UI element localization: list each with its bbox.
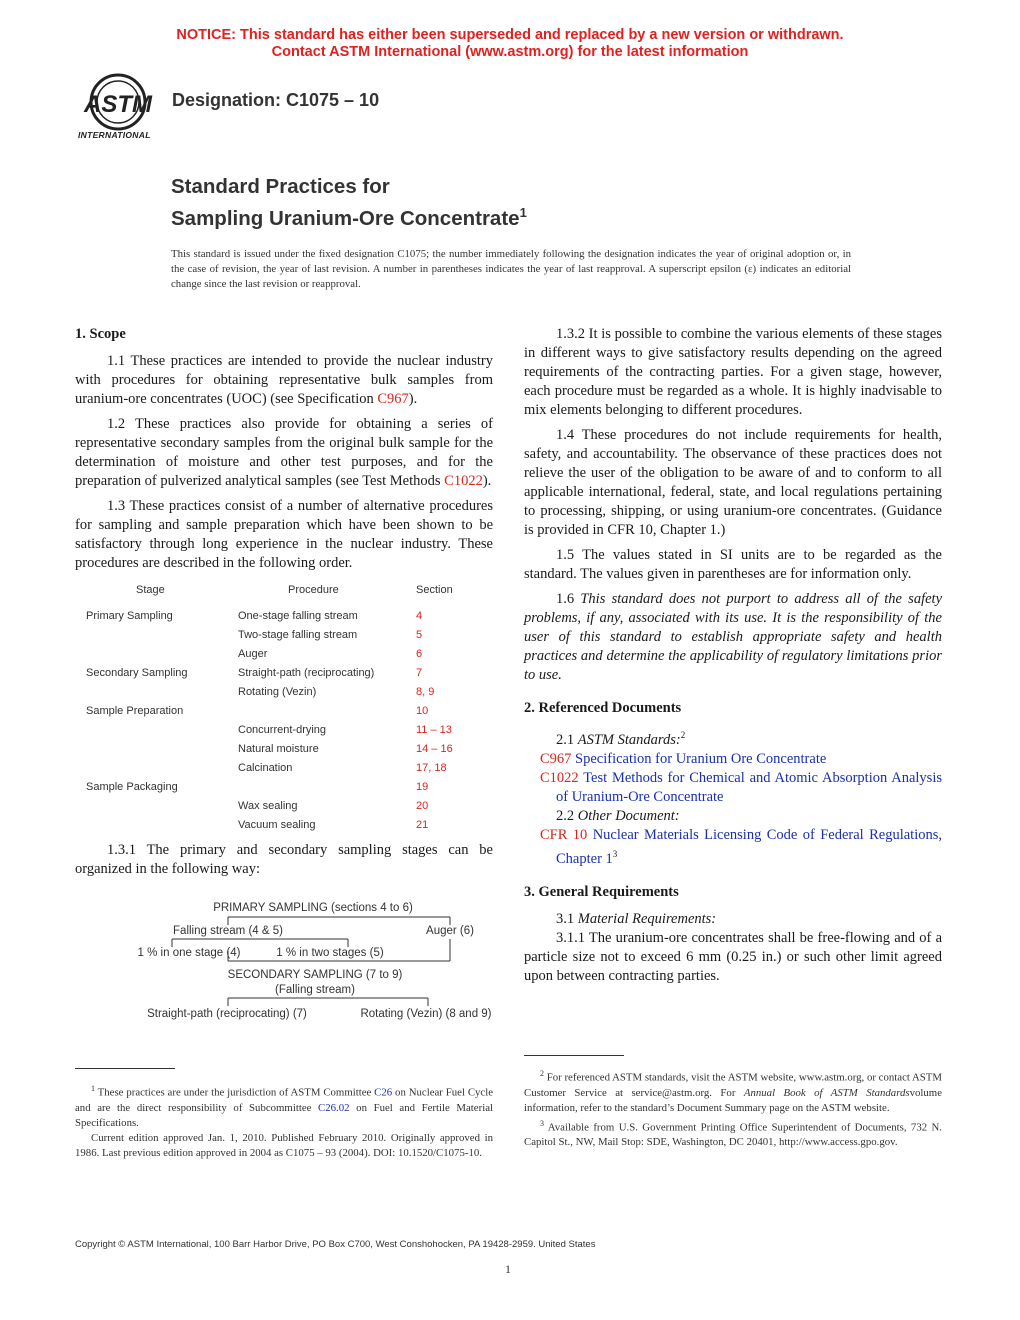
right-column [524, 325, 942, 992]
ref-c967 [540, 750, 942, 769]
procedure-section-ref[interactable]: 11 – 13 [416, 724, 452, 736]
ref-cfr10-code[interactable]: CFR 10 [540, 826, 588, 843]
procedure-table-row [86, 683, 496, 702]
procedure-table-cell [86, 740, 238, 759]
ref-c967-title[interactable]: Specification for Uranium Ore Concentrate [571, 750, 827, 767]
procedure-table-cell: Secondary Sampling [86, 667, 188, 679]
diagram-two-stages: 1 % in two stages (5) [276, 947, 384, 959]
procedure-table-cell: Sample Packaging [86, 781, 178, 793]
diagram-straight-path: Straight-path (reciprocating) (7) [147, 1008, 307, 1020]
procedure-section-ref[interactable]: 21 [416, 819, 429, 831]
diagram-secondary: SECONDARY SAMPLING (7 to 9) [227, 969, 403, 981]
procedure-table-cell [86, 626, 238, 645]
sampling-stage-diagram [130, 895, 500, 1025]
procedure-table-cell: Vacuum sealing [238, 819, 316, 831]
procedure-section-ref[interactable]: 6 [416, 648, 423, 660]
footnote-2-sup: 2 [540, 1069, 544, 1078]
footnote-1-c: on Fuel and Fertile Material Specifications. [75, 1101, 493, 1129]
procedure-table-header-cell: Section [416, 584, 453, 596]
para-2-1-sup: 2 [680, 730, 686, 740]
link-c967[interactable]: C967 [377, 391, 409, 407]
notice-line-1: NOTICE: This standard has either been superseded and replaced by a new version or withdrawn. [176, 27, 844, 43]
diagram-one-stage: 1 % in one stage (4) [137, 947, 241, 959]
procedure-table-cell [86, 721, 238, 740]
procedure-section-ref[interactable]: 7 [416, 667, 423, 679]
footnotes-right [524, 1066, 942, 1150]
left-column [75, 325, 493, 885]
para-3-1-1: 3.1.1 The uranium-ore concentrates shall be free-flowing and of a particle size not to exceed 6 mm (0.25 in.) or such other limit agreed upon between contracting parties. [524, 929, 942, 984]
section-1-heading: 1. Scope [75, 326, 126, 342]
para-1-1-end: ). [408, 391, 418, 407]
title-footnote-ref: 1 [519, 205, 527, 220]
procedure-table-cell: Concurrent-drying [238, 724, 327, 736]
procedure-table-cell [238, 702, 416, 721]
ref-c1022-code[interactable]: C1022 [540, 769, 579, 786]
footnote-2-a: For referenced ASTM standards, visit the ASTM website, www.astm.org, or contact ASTM Customer Service at service@astm.org. For [524, 1071, 942, 1099]
procedure-table-row [86, 721, 496, 740]
logo-label: INTERNATIONAL [78, 130, 151, 140]
link-c26[interactable]: C26 [374, 1086, 393, 1099]
section-2-heading: 2. Referenced Documents [524, 700, 682, 716]
link-c26-02[interactable]: C26.02 [318, 1101, 350, 1114]
procedure-section-ref[interactable]: 5 [416, 629, 423, 641]
title-line-2 [171, 200, 527, 232]
procedure-table-cell: Natural moisture [238, 743, 319, 755]
ref-c967-code[interactable]: C967 [540, 750, 572, 767]
footnote-3-sup: 3 [540, 1118, 544, 1128]
procedure-section-ref[interactable]: 8, 9 [416, 686, 435, 698]
para-1-6-num: 1.6 [556, 591, 581, 607]
para-1-2 [75, 415, 493, 491]
para-1-6 [524, 590, 942, 685]
procedure-table-cell [86, 683, 238, 702]
procedure-table-row [86, 645, 496, 664]
procedure-table [86, 581, 496, 835]
procedure-table-cell [238, 778, 416, 797]
procedure-table-row [86, 702, 496, 721]
procedure-table-header-cell: Stage [136, 584, 165, 596]
diagram-primary: PRIMARY SAMPLING (sections 4 to 6) [213, 902, 413, 914]
para-2-2-num: 2.2 [556, 807, 578, 824]
procedure-section-ref[interactable]: 20 [416, 800, 429, 812]
footnote-rule-left [75, 1068, 175, 1069]
diagram-auger: Auger (6) [426, 925, 474, 937]
link-c1022[interactable]: C1022 [444, 473, 483, 489]
procedure-table-row [86, 740, 496, 759]
procedure-table-header-cell: Procedure [288, 584, 339, 596]
procedure-table-cell [86, 797, 238, 816]
procedure-section-ref[interactable]: 14 – 16 [416, 743, 453, 755]
ref-cfr10-sup: 3 [612, 848, 618, 859]
diagram-falling-stream: Falling stream (4 & 5) [173, 925, 283, 937]
procedure-section-ref[interactable]: 19 [416, 781, 429, 793]
para-1-4: 1.4 These procedures do not include requirements for health, safety, and accountability. The observance of these practices does not relieve the user of the obligation to be aware of and to conform to all applicable international, federal, state, and local regulations pertaining to processing, shipping, or using uranium-ore concentrates. (Guidance is provided in CFR 10, Chapter 1.) [524, 427, 942, 538]
para-1-2-text: 1.2 These practices also provide for obtaining a series of representative secondary samples from the original bulk sample for the determination of moisture and other test purposes, and for the preparation of pulverized analytical samples (see Test Methods [75, 416, 493, 489]
title-line-1: Standard Practices for [171, 175, 390, 198]
footnote-2 [524, 1066, 942, 1116]
procedure-table-row [86, 607, 496, 626]
procedure-table-row [86, 664, 496, 683]
procedure-table-cell: Sample Preparation [86, 705, 184, 717]
footnote-rule-right [524, 1055, 624, 1056]
para-2-1 [524, 726, 942, 750]
para-1-3: 1.3 These practices consist of a number of alternative procedures for sampling and sample preparation which have been shown to be satisfactory through long experience in the nuclear industry. These procedures are described in the following order. [75, 498, 493, 571]
para-1-1-text: 1.1 These practices are intended to provide the nuclear industry with procedures for obtaining representative bulk samples from uranium-ore concentrates (UOC) (see Specification [75, 353, 493, 407]
procedure-table-row [86, 759, 496, 778]
procedure-table-cell: One-stage falling stream [238, 610, 358, 622]
supersede-notice [0, 27, 1020, 61]
para-2-2-text: Other Document: [577, 807, 680, 824]
footnote-1-sup: 1 [91, 1084, 95, 1093]
page-number: 1 [505, 1262, 511, 1276]
procedure-table-cell [86, 816, 238, 835]
procedure-table-cell: Auger [238, 648, 268, 660]
procedure-table-cell: Two-stage falling stream [238, 629, 358, 641]
procedure-table-cell [86, 645, 238, 664]
ref-cfr10 [540, 826, 942, 869]
procedure-table-row [86, 626, 496, 645]
para-1-3-2: 1.3.2 It is possible to combine the various elements of these stages in different ways to give satisfactory results depending on the agreed requirements of the contracting parties. For a given stage, however, each procedure must be regarded as a whole. It is highly inadvisable to mix elements belonging to different procedures. [524, 326, 942, 418]
footnote-1-edition: Current edition approved Jan. 1, 2010. Published February 2010. Originally approved in 1986. Last previous edition approved in 2004 as C1075 – 93 (2004). DOI: 10.1520/C1075-10. [75, 1131, 493, 1159]
procedure-table-row [86, 797, 496, 816]
footnote-1-b: on Nuclear Fuel Cycle and are the direct responsibility of Subcommittee [75, 1086, 493, 1114]
ref-c1022-title[interactable]: Test Methods for Chemical and Atomic Absorption Analysis of Uranium-Ore Concentrate [556, 769, 942, 805]
footnote-1 [75, 1081, 493, 1161]
astm-logo [72, 72, 164, 144]
para-2-1-text: ASTM Standards: [577, 731, 681, 748]
para-3-1-text: Material Requirements: [577, 910, 717, 927]
para-3-1-num: 3.1 [556, 910, 578, 927]
title-line-2-text: Sampling Uranium-Ore Concentrate [171, 206, 520, 230]
procedure-table-cell: Rotating (Vezin) [238, 686, 317, 698]
procedure-table-header [86, 581, 496, 607]
logo-mark-text: ASTM [84, 91, 152, 118]
procedure-table-cell [86, 759, 238, 778]
procedure-section-ref[interactable]: 4 [416, 610, 423, 622]
para-1-5: 1.5 The values stated in SI units are to be regarded as the standard. The values given in parentheses are for information only. [524, 547, 942, 582]
footnote-1-text [75, 1081, 493, 1131]
procedure-section-ref[interactable]: 10 [416, 705, 429, 717]
diagram-rotating: Rotating (Vezin) (8 and 9) [360, 1008, 492, 1020]
para-1-3-1: 1.3.1 The primary and secondary sampling stages can be organized in the following way: [75, 842, 493, 877]
footnote-1-a: These practices are under the jurisdiction of ASTM Committee [95, 1086, 375, 1099]
notice-line-2: Contact ASTM International (www.astm.org) for the latest information [271, 44, 749, 60]
para-2-1-num: 2.1 [556, 731, 578, 748]
procedure-section-ref[interactable]: 17, 18 [416, 762, 447, 774]
para-1-6-text: This standard does not purport to address all of the safety problems, if any, associated with its use. It is the responsibility of the user of this standard to establish appropriate safety and health practices and determine the applicability of regulatory limitations prior to use. [524, 591, 942, 683]
procedure-table-cell: Primary Sampling [86, 610, 173, 622]
procedure-table-row [86, 816, 496, 835]
procedure-table-row [86, 778, 496, 797]
para-3-1 [524, 910, 942, 929]
footnote-2-italic: Annual Book of ASTM Standards [743, 1086, 910, 1099]
ref-cfr10-title[interactable]: Nuclear Materials Licensing Code of Federal Regulations, Chapter 1 [556, 826, 942, 867]
para-1-1 [75, 352, 493, 409]
issuance-note: This standard is issued under the fixed designation C1075; the number immediately following the designation indicates the year of original adoption or, in the case of revision, the year of last revision. A number in parentheses indicates the year of last reapproval. A superscript epsilon (ε) indicates an editorial change since the last revision or reapproval. [171, 248, 851, 290]
procedure-table-cell: Calcination [238, 762, 293, 774]
section-3-heading: 3. General Requirements [524, 883, 679, 900]
para-2-2 [524, 807, 942, 826]
copyright-line: Copyright © ASTM International, 100 Barr Harbor Drive, PO Box C700, West Conshohocken, PA 19428-2959. United States [75, 1239, 596, 1250]
footnote-3-text: Available from U.S. Government Printing Office Superintendent of Documents, 732 N. Capitol St., NW, Mail Stop: SDE, Washington, DC 20401, http://www.access.gpo.gov. [524, 1121, 942, 1149]
document-title [171, 174, 527, 232]
footnote-3 [524, 1116, 942, 1151]
footnote-2-b: volume information, refer to the standard’s Document Summary page on the ASTM website. [524, 1086, 942, 1114]
ref-c1022 [540, 769, 942, 807]
diagram-secondary-sub: (Falling stream) [275, 984, 355, 996]
procedure-table-cell: Straight-path (reciprocating) [238, 667, 375, 679]
procedure-table-cell: Wax sealing [238, 800, 298, 812]
para-1-2-end: ). [482, 473, 492, 489]
designation: Designation: C1075 – 10 [172, 90, 380, 110]
